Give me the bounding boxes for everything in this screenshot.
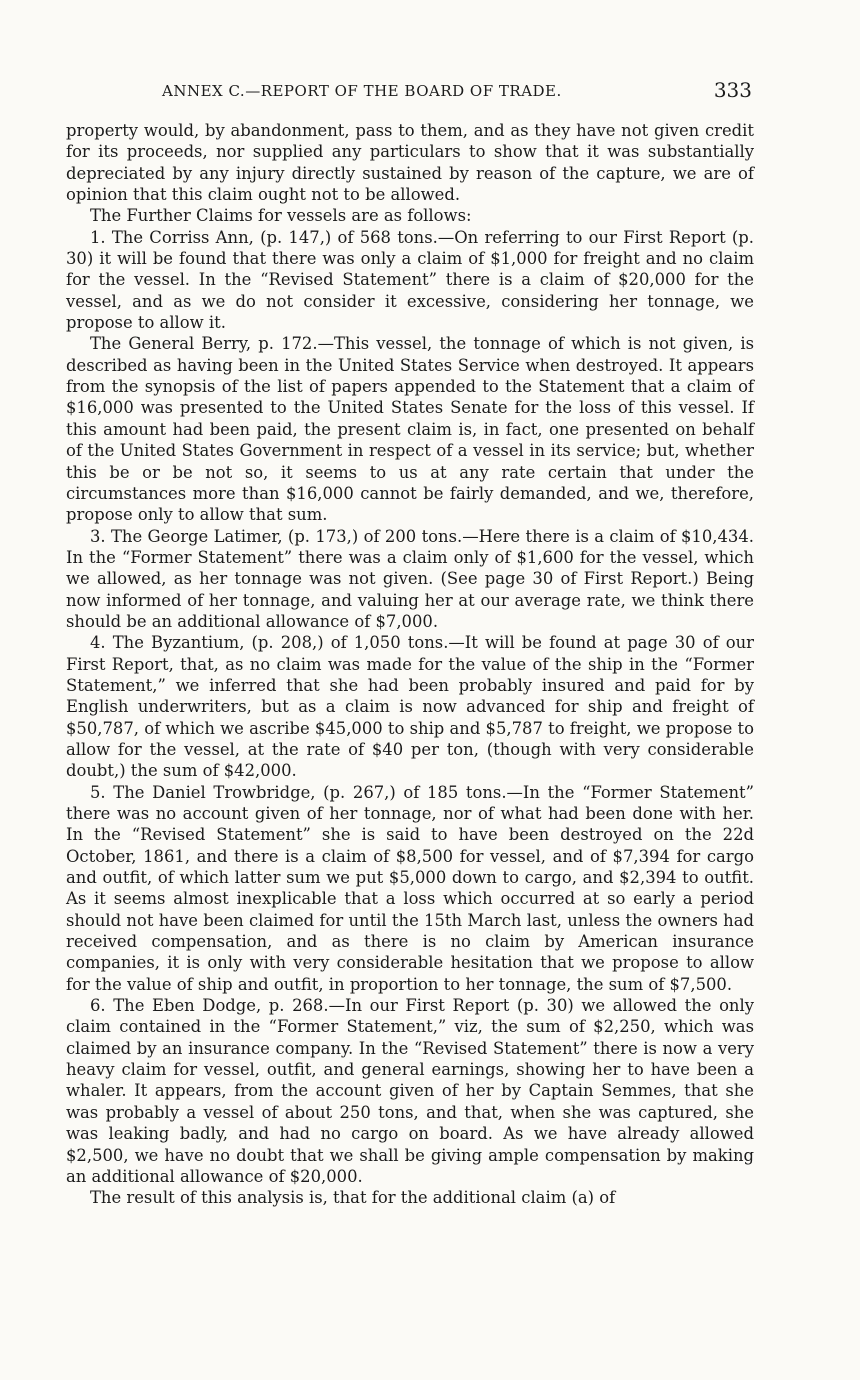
page-header [66, 78, 754, 108]
paragraph-result: The result of this analysis is, that for the additional claim (a) of [90, 1188, 616, 1208]
running-head: ANNEX C.—REPORT OF THE BOARD OF TRADE. [162, 82, 562, 100]
page-number: 333 [713, 78, 752, 102]
paragraph-byzantium: 4. The Byzantium, (p. 208,) of 1,050 tons.—It will be found at page 30 of our First Report, that, as no claim was made for the value of the ship in the “Former Statement,” we inferred that she had been probably insured and paid for by English underwriters, but as a claim is now advanced for ship and freight of $50,787, of which we ascribe $45,000 to ship and $5,787 to freight, we propose to allow for the vessel, at the rate of $40 per ton, (though with very considerable doubt,) the sum of $42,000. [66, 633, 754, 781]
paragraph-eben-dodge: 6. The Eben Dodge, p. 268.—In our First Report (p. 30) we allowed the only claim contained in the “Former Statement,” viz, the sum of $2,250, which was claimed by an insurance company. In the “Revised Statement” there is now a very heavy claim for vessel, outfit, and general earnings, showing her to have been a whaler. It appears, from the account given of her by Captain Semmes, that she was probably a vessel of about 250 tons, and that, when she was captured, she was leaking badly, and had no cargo on board. As we have already allowed $2,500, we have no doubt that we shall be giving ample compensation by making an additional allowance of $20,000. [66, 996, 754, 1186]
paragraph-corriss-ann: 1. The Corriss Ann, (p. 147,) of 568 tons.—On referring to our First Report (p. 30) it will be found that there was only a claim of $1,000 for freight and no claim for the vessel. In the “Revised Statement” there is a claim of $20,000 for the vessel, and as we do not consider it excessive, considering her tonnage, we propose to allow it. [66, 227, 754, 333]
body-text [66, 120, 754, 1209]
paragraph-daniel-trowbridge: 5. The Daniel Trowbridge, (p. 267,) of 185 tons.—In the “Former Statement” there was no account given of her tonnage, nor of what had been done with her. In the “Revised Statement” she is said to have been destroyed on the 22d October, 1861, and there is a claim of $8,500 for vessel, and of $7,394 for cargo and outfit, of which latter sum we put $5,000 down to cargo, and $2,394 to outfit. As it seems almost inexplicable that a loss which occurred at so early a period should not have been claimed for until the 15th March last, unless the owners had received compensation, and as there is no claim by American insurance companies, it is only with very considerable hesitation that we propose to allow for the value of ship and outfit, in proportion to her tonnage, the sum of $7,500. [66, 782, 754, 994]
document-page [66, 78, 754, 1363]
paragraph-george-latimer: 3. The George Latimer, (p. 173,) of 200 tons.—Here there is a claim of $10,434. In the “Former Statement” there was a claim only of $1,600 for the vessel, which we allowed, as her tonnage was not given. (See page 30 of First Report.) Being now informed of her tonnage, and valuing her at our average rate, we think there should be an additional allowance of $7,000. [66, 526, 754, 631]
paragraph-continuation: property would, by abandonment, pass to them, and as they have not given credit for its proceeds, nor supplied any particulars to show that it was substantially depreciated by any injury directly sustained by reason of the capture, we are of opinion that this claim ought not to be allowed. [66, 121, 754, 205]
paragraph-general-berry: The General Berry, p. 172.—This vessel, the tonnage of which is not given, is described as having been in the United States Service when destroyed. It appears from the synopsis of the list of papers appended to the Statement that a claim of $16,000 was presented to the United States Senate for the loss of this vessel. If this amount had been paid, the present claim is, in fact, one presented on behalf of the United States Government in respect of a vessel in its service; but, whether this be or be not so, it seems to us at any rate certain that under the circumstances more than $16,000 cannot be fairly demanded, and we, therefore, propose only to allow that sum. [66, 334, 754, 525]
paragraph-further-claims-intro: The Further Claims for vessels are as follows: [90, 206, 472, 226]
